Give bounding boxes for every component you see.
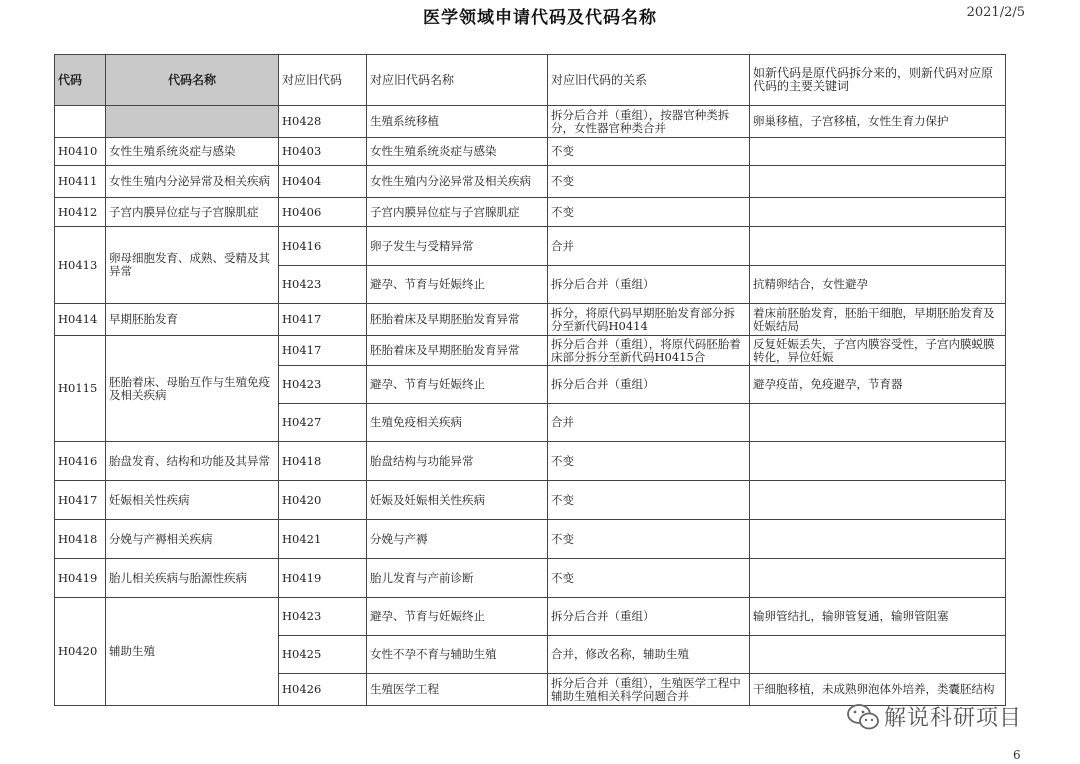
old-code-cell: H0427 [279, 404, 367, 442]
name-cell: 早期胚胎发育 [106, 304, 279, 336]
relation-cell: 不变 [548, 166, 750, 198]
name-cell: 卵母细胞发育、成熟、受精及其异常 [106, 227, 279, 304]
wechat-icon [846, 702, 880, 732]
code-cell: H0412 [55, 198, 106, 227]
name-cell: 胎盘发育、结构和功能及其异常 [106, 442, 279, 481]
relation-cell: 拆分后合并（重组） [548, 598, 750, 636]
name-cell: 女性生殖系统炎症与感染 [106, 138, 279, 166]
old-name-cell: 女性生殖系统炎症与感染 [367, 138, 548, 166]
keywords-cell: 避孕疫苗，免疫避孕，节育器 [750, 366, 1006, 404]
keywords-cell [750, 404, 1006, 442]
old-name-cell: 避孕、节育与妊娠终止 [367, 266, 548, 304]
code-table [54, 54, 1006, 706]
old-name-cell: 生殖系统移植 [367, 106, 548, 138]
old-name-cell: 胚胎着床及早期胚胎发育异常 [367, 336, 548, 366]
relation-cell: 拆分后合并（重组） [548, 266, 750, 304]
old-name-cell: 胎儿发育与产前诊断 [367, 559, 548, 598]
name-cell: 子宫内膜异位症与子宫腺肌症 [106, 198, 279, 227]
code-cell: H0418 [55, 520, 106, 559]
keywords-cell [750, 481, 1006, 520]
keywords-cell [750, 559, 1006, 598]
table-row [55, 442, 1006, 481]
name-cell: 胚胎着床、母胎互作与生殖免疫及相关疾病 [106, 336, 279, 442]
keywords-cell: 输卵管结扎，输卵管复通，输卵管阻塞 [750, 598, 1006, 636]
header-relation: 对应旧代码的关系 [548, 55, 750, 106]
name-cell: 女性生殖内分泌异常及相关疾病 [106, 166, 279, 198]
relation-cell: 拆分后合并（重组），将原代码胚胎着床部分拆分至新代码H0415合 [548, 336, 750, 366]
print-date: 2021/2/5 [966, 5, 1025, 20]
old-name-cell: 避孕、节育与妊娠终止 [367, 598, 548, 636]
old-name-cell: 女性生殖内分泌异常及相关疾病 [367, 166, 548, 198]
old-name-cell: 女性不孕不育与辅助生殖 [367, 636, 548, 674]
old-name-cell: 子宫内膜异位症与子宫腺肌症 [367, 198, 548, 227]
code-cell: H0115 [55, 336, 106, 442]
table-row [55, 559, 1006, 598]
relation-cell: 合并 [548, 227, 750, 266]
page-number: 6 [1013, 748, 1021, 762]
header-name: 代码名称 [106, 55, 279, 106]
old-code-cell: H0406 [279, 198, 367, 227]
keywords-cell: 卵巢移植，子宫移植，女性生育力保护 [750, 106, 1006, 138]
relation-cell: 不变 [548, 442, 750, 481]
table-row [55, 138, 1006, 166]
name-cell: 妊娠相关性疾病 [106, 481, 279, 520]
watermark-text: 解说科研项目 [884, 706, 1023, 731]
code-cell: H0410 [55, 138, 106, 166]
code-cell: H0411 [55, 166, 106, 198]
relation-cell: 拆分，将原代码早期胚胎发育部分拆分至新代码H0414 [548, 304, 750, 336]
keywords-cell: 干细胞移植，未成熟卵泡体外培养，类囊胚结构 [750, 674, 1006, 706]
relation-cell: 拆分后合并（重组），生殖医学工程中辅助生殖相关科学问题合并 [548, 674, 750, 706]
old-code-cell: H0403 [279, 138, 367, 166]
name-cell: 辅助生殖 [106, 598, 279, 706]
old-name-cell: 胎盘结构与功能异常 [367, 442, 548, 481]
keywords-cell: 抗精卵结合，女性避孕 [750, 266, 1006, 304]
old-code-cell: H0404 [279, 166, 367, 198]
table-row [55, 166, 1006, 198]
keywords-cell [750, 636, 1006, 674]
old-name-cell: 卵子发生与受精异常 [367, 227, 548, 266]
old-code-cell: H0416 [279, 227, 367, 266]
keywords-cell [750, 442, 1006, 481]
code-cell: H0414 [55, 304, 106, 336]
old-code-cell: H0428 [279, 106, 367, 138]
code-cell: H0416 [55, 442, 106, 481]
relation-cell: 拆分后合并（重组），按器官种类拆分，女性器官种类合并 [548, 106, 750, 138]
header-code: 代码 [55, 55, 106, 106]
watermark [846, 701, 1022, 732]
keywords-cell [750, 166, 1006, 198]
relation-cell: 不变 [548, 520, 750, 559]
old-code-cell: H0423 [279, 266, 367, 304]
relation-cell: 不变 [548, 559, 750, 598]
name-cell [106, 106, 279, 138]
code-cell: H0413 [55, 227, 106, 304]
code-cell: H0419 [55, 559, 106, 598]
old-code-cell: H0417 [279, 336, 367, 366]
table-header-row [55, 55, 1006, 106]
name-cell: 分娩与产褥相关疾病 [106, 520, 279, 559]
old-code-cell: H0420 [279, 481, 367, 520]
table-row [55, 198, 1006, 227]
old-code-cell: H0423 [279, 366, 367, 404]
relation-cell: 拆分后合并（重组） [548, 366, 750, 404]
header-old-name: 对应旧代码名称 [367, 55, 548, 106]
old-code-cell: H0421 [279, 520, 367, 559]
code-cell: H0420 [55, 598, 106, 706]
header-keywords: 如新代码是原代码拆分来的，则新代码对应原代码的主要关键词 [750, 55, 1006, 106]
old-code-cell: H0425 [279, 636, 367, 674]
relation-cell: 合并，修改名称，辅助生殖 [548, 636, 750, 674]
old-code-cell: H0426 [279, 674, 367, 706]
table-row [55, 598, 1006, 636]
keywords-cell [750, 198, 1006, 227]
old-code-cell: H0417 [279, 304, 367, 336]
table-row [55, 227, 1006, 266]
old-name-cell: 生殖医学工程 [367, 674, 548, 706]
table-row [55, 481, 1006, 520]
page-title: 医学领域申请代码及代码名称 [423, 8, 657, 28]
old-code-cell: H0418 [279, 442, 367, 481]
code-cell: H0417 [55, 481, 106, 520]
name-cell: 胎儿相关疾病与胎源性疾病 [106, 559, 279, 598]
keywords-cell: 着床前胚胎发育，胚胎干细胞，早期胚胎发育及妊娠结局 [750, 304, 1006, 336]
old-code-cell: H0423 [279, 598, 367, 636]
keywords-cell: 反复妊娠丢失，子宫内膜容受性，子宫内膜蜕膜转化，异位妊娠 [750, 336, 1006, 366]
table-row [55, 304, 1006, 336]
old-name-cell: 妊娠及妊娠相关性疾病 [367, 481, 548, 520]
old-name-cell: 避孕、节育与妊娠终止 [367, 366, 548, 404]
old-name-cell: 分娩与产褥 [367, 520, 548, 559]
code-cell [55, 106, 106, 138]
relation-cell: 不变 [548, 138, 750, 166]
relation-cell: 不变 [548, 198, 750, 227]
keywords-cell [750, 227, 1006, 266]
relation-cell: 合并 [548, 404, 750, 442]
keywords-cell [750, 138, 1006, 166]
table-row [55, 336, 1006, 366]
old-code-cell: H0419 [279, 559, 367, 598]
old-name-cell: 生殖免疫相关疾病 [367, 404, 548, 442]
relation-cell: 不变 [548, 481, 750, 520]
table-row [55, 106, 1006, 138]
header-old-code: 对应旧代码 [279, 55, 367, 106]
old-name-cell: 胚胎着床及早期胚胎发育异常 [367, 304, 548, 336]
keywords-cell [750, 520, 1006, 559]
table-row [55, 520, 1006, 559]
